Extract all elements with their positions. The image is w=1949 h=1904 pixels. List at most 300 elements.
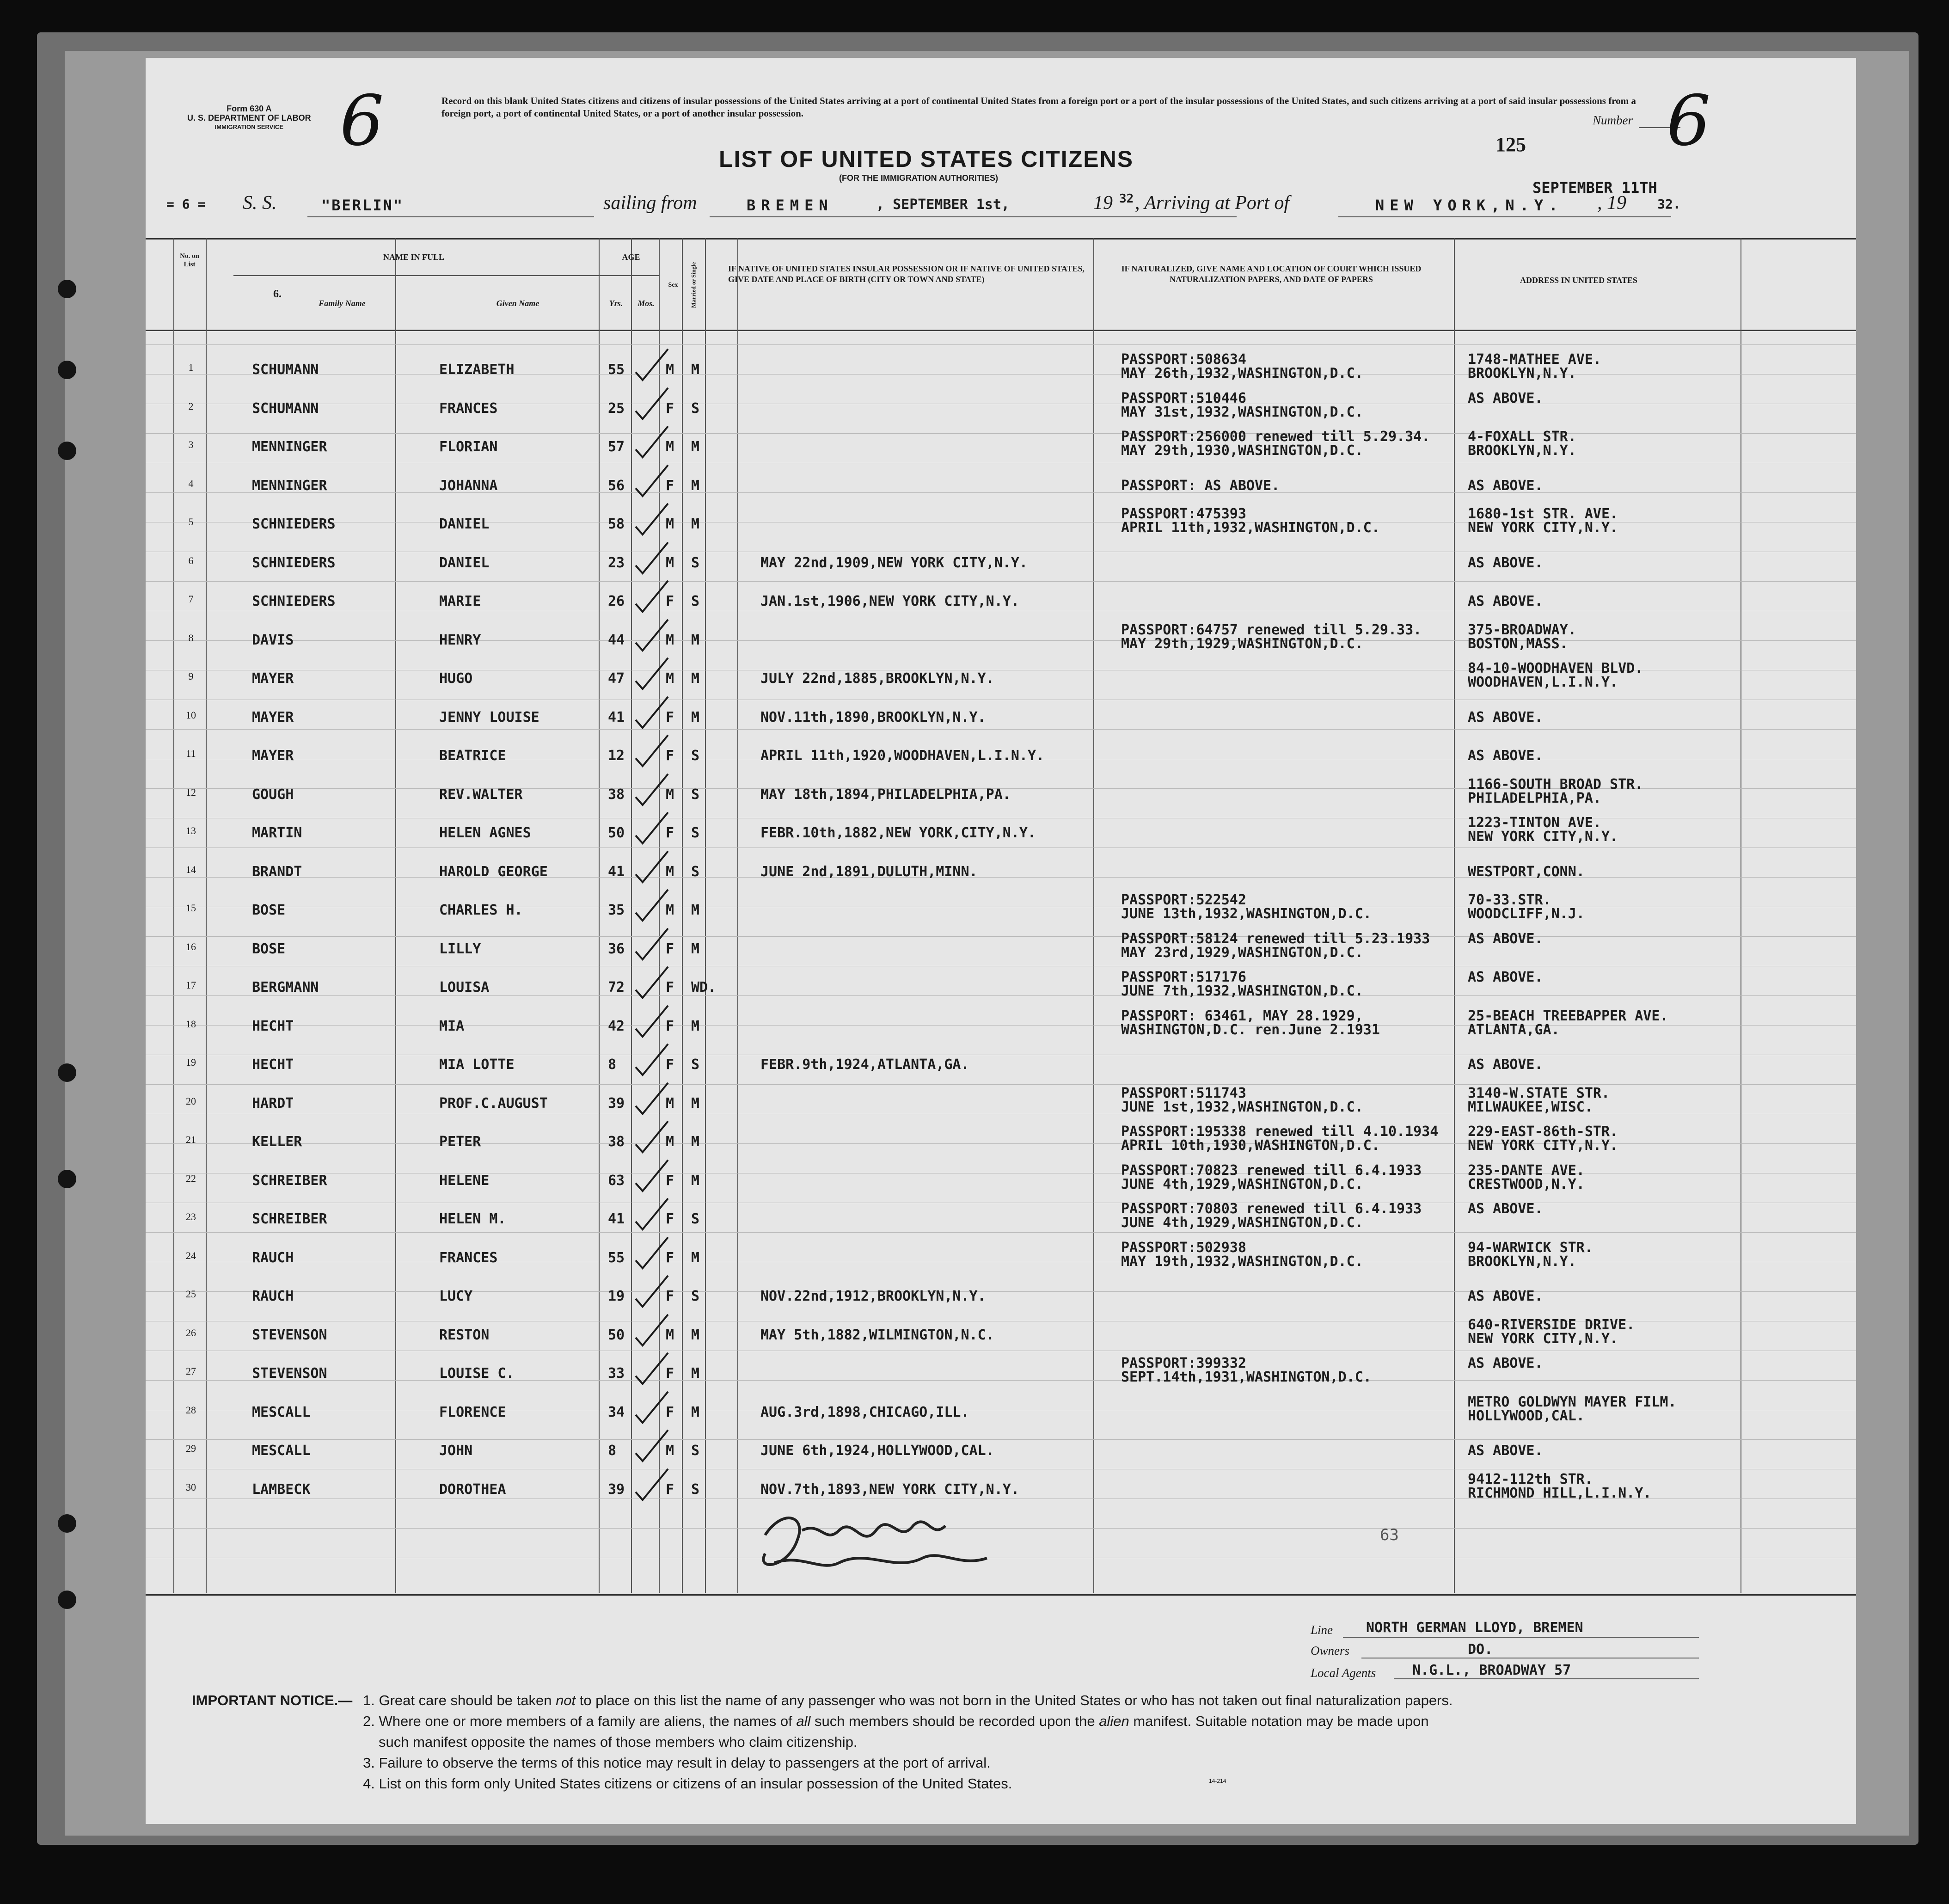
age-years: 26 [608,593,625,609]
address-line: AS ABOVE. [1468,593,1543,609]
marital-status: M [691,1404,700,1420]
check-mark [631,849,673,886]
given-name: LOUISA [439,979,490,995]
row-number: 11 [186,748,196,759]
inspector-signature [747,1503,1005,1591]
family-name: MENNINGER [252,439,327,455]
check-mark [631,1467,673,1504]
given-name: FRANCES [439,1249,498,1266]
arrival-date: SEPTEMBER 11TH [1532,179,1657,197]
sex: F [666,748,674,764]
address-line: HOLLYWOOD,CAL. [1468,1407,1585,1424]
check-mark [631,386,673,423]
marital-status: M [691,1134,700,1150]
given-name: LUCY [439,1288,473,1304]
age-years: 19 [608,1288,625,1304]
departure-date: , SEPTEMBER 1st, [876,197,1010,213]
birth-date-place: JULY 22nd,1885,BROOKLYN,N.Y. [760,670,994,687]
owners-value: DO. [1468,1641,1493,1658]
sex: M [666,902,674,918]
sex: M [666,670,674,687]
column-rule [1093,238,1094,1593]
col-no-on-list: No. on List [180,252,199,268]
handwritten-mark: 63 [1380,1526,1399,1544]
address-line: 9412-112th STR. [1468,1471,1593,1487]
row-number: 27 [186,1365,196,1377]
departure-port: BREMEN [747,197,834,214]
birth-date-place: JUNE 6th,1924,HOLLYWOOD,CAL. [760,1443,994,1459]
family-name: MAYER [252,709,294,725]
column-rule [395,238,396,1593]
stamp-number: 125 [1495,133,1526,156]
family-name: MAYER [252,748,294,764]
naturalization-line: PASSPORT: AS ABOVE. [1121,477,1280,494]
naturalization-line: PASSPORT:256000 renewed till 5.29.34. [1121,429,1430,445]
age-years: 25 [608,400,625,417]
naturalization-line: MAY 26th,1932,WASHINGTON,D.C. [1121,365,1363,381]
age-years: 12 [608,748,625,764]
sex: F [666,477,674,494]
check-mark [631,656,673,693]
header-rule [146,330,1856,331]
col-family-name: Family Name [319,299,366,308]
check-mark [631,694,673,731]
sex: M [666,1095,674,1112]
address-line: 1748-MATHEE AVE. [1468,351,1601,368]
given-name: LILLY [439,940,481,957]
address-line: AS ABOVE. [1468,390,1543,406]
address-line: ATLANTA,GA. [1468,1021,1560,1038]
row-number: 8 [188,632,194,644]
marital-status: S [691,1056,700,1073]
naturalization-line: PASSPORT:70823 renewed till 6.4.1933 [1121,1162,1422,1179]
notice-4-text: List on this form only United States citizens or citizens of an insular possession of the United States. [379,1775,1012,1792]
age-years: 41 [608,863,625,880]
ship-label: S. S. [243,192,277,214]
age-years: 50 [608,825,625,841]
family-name: SCHREIBER [252,1211,327,1227]
row-rule [146,1232,1856,1233]
address-line: 1166-SOUTH BROAD STR. [1468,776,1643,792]
given-name: LOUISE C. [439,1365,515,1382]
family-name: MARTIN [252,825,302,841]
row-number: 21 [186,1134,196,1145]
marital-status: M [691,940,700,957]
form-code: 14-214 [1209,1778,1226,1784]
arrival-year: 32. [1657,197,1681,212]
naturalization-line: PASSPORT:475393 [1121,506,1246,522]
row-rule [146,344,1856,345]
form-preface: Record on this blank United States citizens and citizens of insular possessions of the United States arriving at a port of continental United States from a foreign port or a port of the insular possessions of the United States, and such citizens arriving at a port of said insular possessions from a foreign port, a port of continental United States, or a port of another insular possession. [441,95,1636,119]
marital-status: S [691,863,700,880]
sex: F [666,1018,674,1034]
line-value: NORTH GERMAN LLOYD, BREMEN [1366,1620,1583,1636]
form-number: Form 630 A [227,104,272,113]
sex: F [666,825,674,841]
row-number: 24 [186,1249,196,1261]
row-number: 7 [188,593,194,605]
address-line: CRESTWOOD,N.Y. [1468,1176,1585,1192]
address-line: 3140-W.STATE STR. [1468,1085,1610,1101]
marital-status: M [691,632,700,648]
birth-date-place: NOV.11th,1890,BROOKLYN,N.Y. [760,709,986,725]
family-name: KELLER [252,1134,302,1150]
notice-2-number: 2. [363,1713,375,1729]
row-number: 25 [186,1288,196,1300]
arrival-year-prefix: , 19 [1597,192,1626,214]
age-years: 35 [608,902,625,918]
address-line: 1680-1st STR. AVE. [1468,506,1618,522]
sex: F [666,940,674,957]
family-name: LAMBECK [252,1481,311,1498]
age-years: 57 [608,439,625,455]
notice-2-a: Where one or more members of a family are aliens, the names of [379,1713,792,1729]
row-rule [146,877,1856,878]
row-number: 10 [186,709,196,721]
marital-status: S [691,1481,700,1498]
address-line: 229-EAST-86th-STR. [1468,1124,1618,1140]
marital-status: WD. [691,979,717,995]
address-line: AS ABOVE. [1468,554,1543,571]
col-married-single: Married or Single [690,262,697,308]
age-years: 34 [608,1404,625,1420]
row-number: 26 [186,1327,196,1339]
naturalization-line: JUNE 4th,1929,WASHINGTON,D.C. [1121,1176,1363,1192]
naturalization-line: PASSPORT:510446 [1121,390,1246,406]
marital-status: M [691,516,700,532]
marital-status: S [691,554,700,571]
marital-status: S [691,786,700,803]
marital-status: M [691,1365,700,1382]
family-name: SCHNIEDERS [252,554,336,571]
check-mark [631,1119,673,1156]
sex: F [666,593,674,609]
given-name: MARIE [439,593,481,609]
marital-status: M [691,1095,700,1112]
line-label: Line [1311,1623,1333,1637]
sex: F [666,400,674,417]
name-subheader-rule [233,275,659,276]
given-name: CHARLES H. [439,902,523,918]
row-rule [146,492,1856,493]
important-notice [192,1690,1838,1794]
handwritten-number: 6 [1667,81,1711,161]
service-name: IMMIGRATION SERVICE [215,123,283,130]
row-rule [146,1380,1856,1381]
sex: M [666,439,674,455]
check-mark [631,578,673,615]
row-number: 19 [186,1056,196,1068]
list-prefix: 6. [273,288,282,300]
check-mark [631,1389,673,1426]
naturalization-line: PASSPORT:517176 [1121,969,1246,985]
age-years: 42 [608,1018,625,1034]
given-name: DANIEL [439,516,490,532]
check-mark [631,1273,673,1310]
given-name: REV.WALTER [439,786,523,803]
given-name: FLORENCE [439,1404,506,1420]
department-name: U. S. DEPARTMENT OF LABOR [187,113,311,123]
naturalization-line: MAY 19th,1932,WASHINGTON,D.C. [1121,1253,1363,1270]
address-line: NEW YORK CITY,N.Y. [1468,1330,1618,1347]
naturalization-line: MAY 29th,1930,WASHINGTON,D.C. [1121,442,1363,459]
check-mark [631,1003,673,1040]
family-name: SCHNIEDERS [252,593,336,609]
address-line: 70-33.STR. [1468,892,1551,908]
check-mark [631,1428,673,1465]
family-name: HECHT [252,1056,294,1073]
address-line: AS ABOVE. [1468,1201,1543,1217]
naturalization-line: JUNE 7th,1932,WASHINGTON,D.C. [1121,983,1363,999]
sailing-label: sailing from [603,192,697,214]
row-number: 13 [186,825,196,836]
birth-date-place: AUG.3rd,1898,CHICAGO,ILL. [760,1404,969,1420]
row-number: 12 [186,786,196,798]
address-line: BROOKLYN,N.Y. [1468,442,1576,459]
family-name: SCHREIBER [252,1172,327,1189]
form-identifier [187,104,311,132]
check-mark [631,1235,673,1272]
address-line: PHILADELPHIA,PA. [1468,790,1601,806]
address-line: NEW YORK CITY,N.Y. [1468,1137,1618,1154]
notice-heading: IMPORTANT NOTICE.— [192,1692,353,1708]
notice-3-number: 3. [363,1755,375,1771]
column-rule [705,238,706,1593]
given-name: FLORIAN [439,439,498,455]
marital-status: M [691,902,700,918]
naturalization-line: PASSPORT:502938 [1121,1239,1246,1256]
check-mark [631,1312,673,1349]
address-line: METRO GOLDWYN MAYER FILM. [1468,1394,1677,1410]
given-name: HELEN AGNES [439,825,531,841]
birth-date-place: APRIL 11th,1920,WOODHAVEN,L.I.N.Y. [760,748,1045,764]
notice-2-emphasis-all: all [796,1713,811,1729]
given-name: MIA LOTTE [439,1056,515,1073]
sex: M [666,1327,674,1343]
sex: M [666,554,674,571]
naturalization-line: PASSPORT:70803 renewed till 6.4.1933 [1121,1201,1422,1217]
naturalization-line: JUNE 1st,1932,WASHINGTON,D.C. [1121,1099,1363,1115]
row-rule [146,433,1856,434]
address-line: WOODHAVEN,L.I.N.Y. [1468,674,1618,690]
family-name: SCHUMANN [252,400,319,417]
address-line: AS ABOVE. [1468,969,1543,985]
check-mark [631,1196,673,1233]
marital-status: S [691,748,700,764]
notice-2-b: such members should be recorded upon the [814,1713,1095,1729]
age-years: 58 [608,516,625,532]
address-line: 235-DANTE AVE. [1468,1162,1585,1179]
family-name: MENNINGER [252,477,327,494]
age-years: 55 [608,362,625,378]
naturalization-line: MAY 23rd,1929,WASHINGTON,D.C. [1121,944,1363,961]
family-name: SCHNIEDERS [252,516,336,532]
given-name: JOHN [439,1443,473,1459]
family-name: BOSE [252,940,286,957]
agents-label: Local Agents [1311,1666,1376,1680]
check-mark [631,424,673,461]
naturalization-line: WASHINGTON,D.C. ren.June 2.1931 [1121,1021,1380,1038]
ship-name: "BERLIN" [321,197,404,214]
family-name: SCHUMANN [252,362,319,378]
family-name: HARDT [252,1095,294,1112]
row-number: 17 [186,979,196,991]
address-line: AS ABOVE. [1468,1288,1543,1304]
age-years: 72 [608,979,625,995]
row-number: 14 [186,863,196,875]
birth-date-place: NOV.22nd,1912,BROOKLYN,N.Y. [760,1288,986,1304]
birth-date-place: MAY 5th,1882,WILMINGTON,N.C. [760,1327,994,1343]
given-name: MIA [439,1018,465,1034]
row-rule [146,374,1856,375]
birth-date-place: NOV.7th,1893,NEW YORK CITY,N.Y. [760,1481,1019,1498]
row-rule [146,729,1856,730]
naturalization-line: PASSPORT:511743 [1121,1085,1246,1101]
row-rule [146,1291,1856,1292]
naturalization-line: PASSPORT:58124 renewed till 5.23.1933 [1121,930,1430,947]
sex: M [666,786,674,803]
manifest-page [146,58,1856,1824]
family-name: DAVIS [252,632,294,648]
given-name: JOHANNA [439,477,498,494]
family-name: GOUGH [252,786,294,803]
sex: F [666,1288,674,1304]
marital-status: M [691,670,700,687]
given-name: HUGO [439,670,473,687]
check-mark [631,810,673,847]
naturalization-line: PASSPORT:195338 renewed till 4.10.1934 [1121,1124,1439,1140]
address-line: BOSTON,MASS. [1468,635,1568,652]
family-name: HECHT [252,1018,294,1034]
handwritten-list-number: 6 [340,81,384,161]
departure-year: 32 [1119,192,1134,206]
check-mark [631,463,673,500]
address-line: 94-WARWICK STR. [1468,1239,1593,1256]
form-title: LIST OF UNITED STATES CITIZENS [719,146,1134,172]
age-years: 8 [608,1056,617,1073]
family-name: RAUCH [252,1288,294,1304]
column-rule [206,238,207,1593]
family-name: STEVENSON [252,1365,327,1382]
address-line: AS ABOVE. [1468,930,1543,947]
naturalization-line: APRIL 10th,1930,WASHINGTON,D.C. [1121,1137,1380,1154]
col-native-birth: IF NATIVE OF UNITED STATES INSULAR POSSESSION OR IF NATIVE OF UNITED STATES, GIVE DATE AND PLACE OF BIRTH (CITY OR TOWN AND STATE) [728,264,1085,284]
address-line: 640-RIVERSIDE DRIVE. [1468,1316,1635,1333]
column-rule [1454,238,1455,1593]
notice-2-emphasis-alien: alien [1099,1713,1129,1729]
agents-value: N.G.L., BROADWAY 57 [1412,1662,1571,1678]
row-number: 18 [186,1018,196,1030]
address-line: AS ABOVE. [1468,1056,1543,1073]
col-mos: Mos. [637,299,655,308]
address-line: 4-FOXALL STR. [1468,429,1576,445]
sex: F [666,1365,674,1382]
row-number: 9 [188,670,194,682]
col-name-in-full: NAME IN FULL [383,252,444,262]
marital-status: S [691,1443,700,1459]
marital-status: M [691,362,700,378]
naturalization-line: MAY 31st,1932,WASHINGTON,D.C. [1121,404,1363,420]
age-years: 38 [608,786,625,803]
given-name: ELIZABETH [439,362,515,378]
given-name: HENRY [439,632,481,648]
given-name: JENNY LOUISE [439,709,539,725]
check-mark [631,501,673,538]
address-line: WESTPORT,CONN. [1468,863,1585,880]
row-number: 23 [186,1211,196,1222]
notice-1-number: 1. [363,1692,375,1708]
col-age: AGE [622,252,640,262]
column-rule [173,238,174,1593]
marital-status: S [691,593,700,609]
check-mark [631,926,673,963]
naturalization-line: PASSPORT:522542 [1121,892,1246,908]
row-number: 28 [186,1404,196,1416]
line-underline [1343,1637,1699,1638]
notice-2-d: such manifest opposite the names of those members who claim citizenship. [379,1734,858,1750]
row-number: 6 [188,554,194,566]
notice-3-text: Failure to observe the terms of this notice may result in delay to passengers at the port of arrival. [379,1755,991,1771]
sex: F [666,709,674,725]
sex: M [666,632,674,648]
arriving-label: , Arriving at Port of [1135,192,1290,214]
row-number: 20 [186,1095,196,1107]
row-rule [146,640,1856,641]
age-years: 41 [608,1211,625,1227]
row-rule [146,1025,1856,1026]
manifest-table [146,238,1856,1596]
naturalization-line: MAY 29th,1929,WASHINGTON,D.C. [1121,635,1363,652]
given-name: HELEN M. [439,1211,506,1227]
sex: M [666,863,674,880]
marital-status: M [691,1249,700,1266]
check-mark [631,772,673,809]
col-sex: Sex [668,282,678,289]
age-years: 55 [608,1249,625,1266]
naturalization-line: PASSPORT: 63461, MAY 28.1929, [1121,1007,1363,1024]
address-line: BROOKLYN,N.Y. [1468,365,1576,381]
age-years: 23 [608,554,625,571]
family-name: BERGMANN [252,979,319,995]
marital-status: S [691,1288,700,1304]
age-years: 39 [608,1481,625,1498]
row-rule [146,581,1856,582]
naturalization-line: PASSPORT:399332 [1121,1355,1246,1371]
row-number: 29 [186,1443,196,1454]
column-rule [682,238,683,1593]
column-rule [737,238,738,1593]
row-number: 5 [188,516,194,528]
naturalization-line: JUNE 13th,1932,WASHINGTON,D.C. [1121,906,1372,922]
sex: F [666,1249,674,1266]
sex: M [666,1443,674,1459]
check-mark [631,347,673,384]
marital-status: M [691,1172,700,1189]
age-years: 8 [608,1443,617,1459]
given-name: DANIEL [439,554,490,571]
address-line: 84-10-WOODHAVEN BLVD. [1468,660,1643,676]
row-rule [146,995,1856,996]
naturalization-line: JUNE 4th,1929,WASHINGTON,D.C. [1121,1215,1363,1231]
row-rule [146,1439,1856,1440]
marital-status: S [691,400,700,417]
column-rule [599,238,600,1593]
family-name: MAYER [252,670,294,687]
address-line: NEW YORK CITY,N.Y. [1468,829,1618,845]
row-number: 1 [188,362,194,373]
notice-1-emphasis: not [556,1692,576,1708]
given-name: RESTON [439,1327,490,1343]
